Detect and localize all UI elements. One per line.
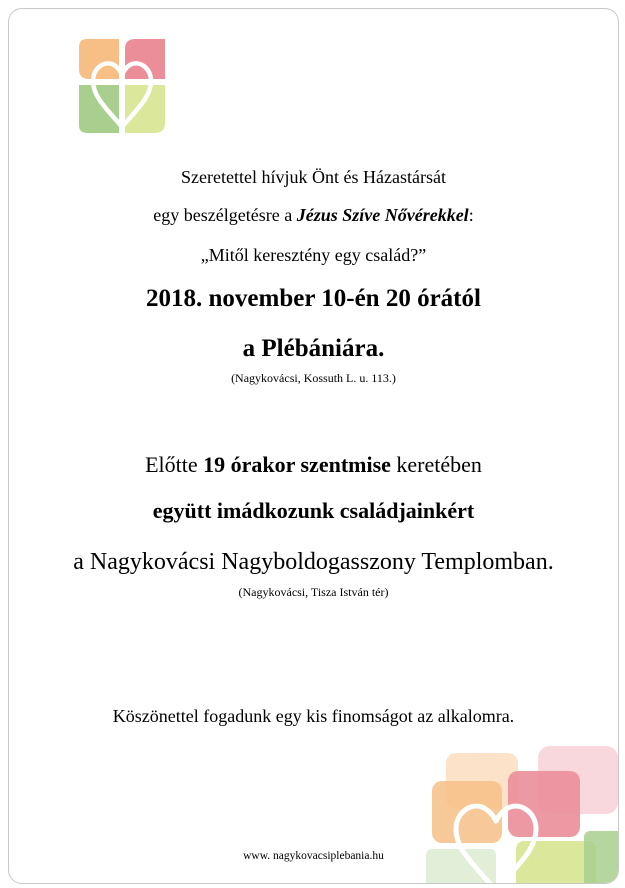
event-datetime: 2018. november 10-én 20 órától (146, 285, 481, 312)
sisters-name: Jézus Szíve Nővérekkel (296, 205, 469, 225)
church-name: a Nagykovácsi Nagyboldogasszony Templomban. (73, 549, 554, 575)
logo-pink-petal (125, 39, 165, 79)
prayer-line: együtt imádkozunk családjainkért (152, 498, 475, 523)
logo-lime-petal (125, 85, 165, 133)
church-address: (Nagykovácsi, Tisza István tér) (238, 585, 389, 599)
invitation-line: Szeretettel hívjuk Önt és Házastársát (181, 167, 446, 187)
invitation-card (8, 8, 619, 884)
logo-orange-petal (79, 39, 119, 79)
logo-green-petal (79, 85, 119, 133)
mass-line (9, 452, 618, 478)
mass-prefix: Előtte (145, 452, 204, 477)
event-place: a Plébániára. (242, 335, 385, 362)
invitation-line-sisters (9, 205, 618, 226)
mass-suffix: keretében (390, 452, 482, 477)
decorative-petals-corner (426, 741, 619, 884)
place-address: (Nagykovácsi, Kossuth L. u. 113.) (231, 371, 396, 385)
website-footer: www. nagykovacsiplebania.hu (243, 850, 384, 862)
thanks-line: Köszönettel fogadunk egy kis finomságot az alkalomra. (112, 706, 515, 726)
invitation-prefix: egy beszélgetésre a (153, 205, 297, 225)
heart-flower-logo (79, 39, 165, 135)
mass-time: 19 órakor szentmise (203, 452, 391, 477)
discussion-title: „Mitől keresztény egy család?” (200, 245, 427, 265)
invitation-colon: : (468, 205, 474, 225)
